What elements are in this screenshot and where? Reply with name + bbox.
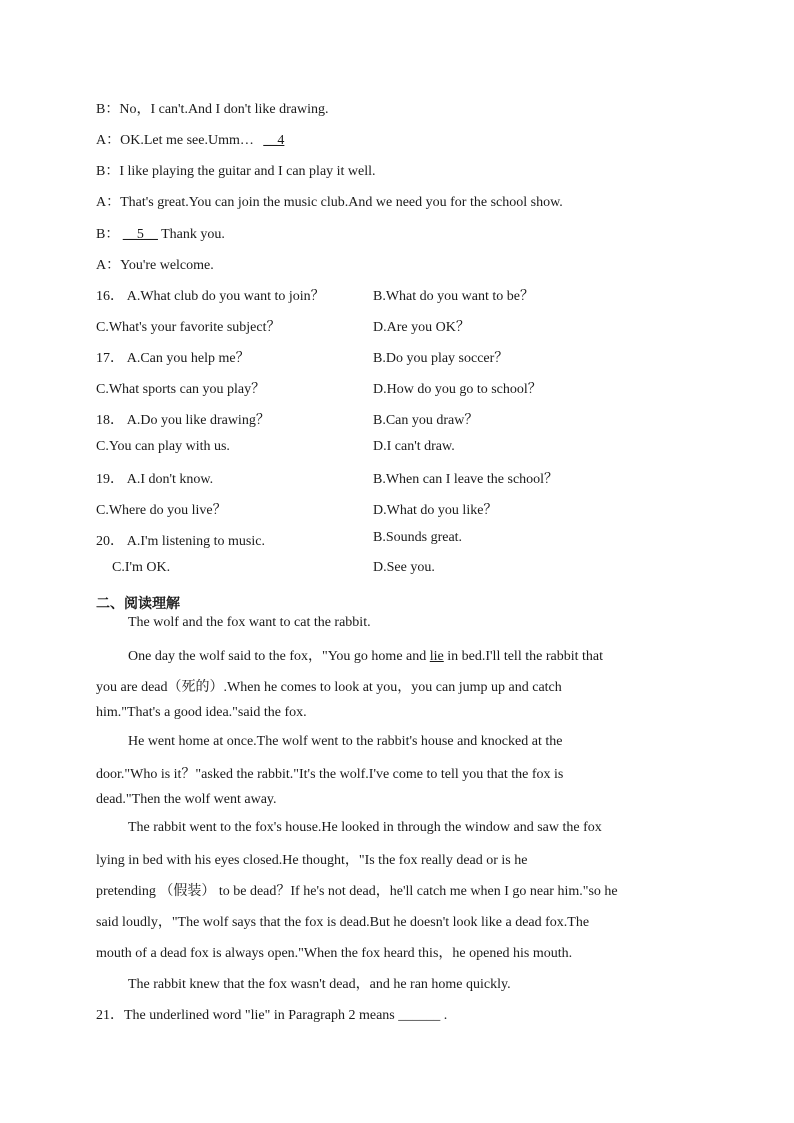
passage-text: in bed.I'll tell the rabbit that	[443, 649, 603, 664]
question-17-option-c: C.What sports can you play？	[96, 382, 266, 397]
question-19-option-a	[96, 468, 213, 488]
option-text: A.I'm listening to music.	[126, 534, 265, 549]
passage-line: him."That's a good idea."said the fox.	[96, 705, 307, 720]
question-19-option-d: D.What do you like？	[373, 503, 498, 518]
question-17-option-d: D.How do you go to school？	[373, 382, 542, 397]
question-16-option-c: C.What's your favorite subject？	[96, 320, 281, 335]
question-18-option-c: C.You can play with us.	[96, 439, 230, 454]
question-number: 16．	[96, 289, 124, 304]
option-text: A.Can you help me？	[126, 351, 250, 366]
question-number: 17．	[96, 351, 124, 366]
blank-4: __4	[263, 133, 285, 148]
passage-line: said loudly，"The wolf says that the fox is dead.But he doesn't look like a dead fox.The	[96, 915, 590, 930]
question-19-option-c: C.Where do you live？	[96, 503, 227, 518]
option-text: A.What club do you want to join？	[126, 289, 325, 304]
question-17-option-a	[96, 347, 250, 367]
question-18-option-a	[96, 409, 270, 429]
question-20-option-b: B.Sounds great.	[373, 530, 463, 545]
passage-line: lying in bed with his eyes closed.He thought，"Is the fox really dead or is he	[96, 853, 528, 868]
passage-line: dead."Then the wolf went away.	[96, 792, 277, 807]
dialogue-line	[96, 129, 284, 149]
option-text: A.I don't know.	[126, 472, 214, 487]
dialogue-line: B：No，I can't.And I don't like drawing.	[96, 102, 329, 117]
question-16-option-d: D.Are you OK？	[373, 320, 470, 335]
option-text: A.Do you like drawing？	[126, 413, 270, 428]
dialogue-text: A：OK.Let me see.Umm…	[96, 133, 254, 148]
question-20-option-a	[96, 530, 265, 550]
passage-line	[128, 645, 603, 665]
dialogue-line: A：That's great.You can join the music club.And we need you for the school show.	[96, 195, 563, 210]
question-17-option-b: B.Do you play soccer？	[373, 351, 509, 366]
question-19-option-b: B.When can I leave the school？	[373, 472, 559, 487]
question-number: 18．	[96, 413, 124, 428]
question-20-option-d: D.See you.	[373, 560, 435, 575]
section-heading: 二、阅读理解	[96, 596, 180, 612]
passage-line: pretending （假装） to be dead？If he's not dead，he'll catch me when I go near him."so he	[96, 884, 618, 899]
underlined-word-lie: lie	[429, 649, 444, 664]
question-number: 20．	[96, 534, 124, 549]
question-number: 19．	[96, 472, 124, 487]
passage-line: door."Who is it？"asked the rabbit."It's the wolf.I've come to tell you that the fox is	[96, 767, 564, 782]
dialogue-line	[96, 223, 225, 243]
passage-line: you are dead（死的）.When he comes to look at you，you can jump up and catch	[96, 680, 562, 695]
dialogue-line: A：You're welcome.	[96, 258, 214, 273]
blank-5: __5__	[122, 227, 158, 242]
question-18-option-b: B.Can you draw？	[373, 413, 479, 428]
dialogue-text: B：	[96, 227, 120, 242]
question-20-option-c: C.I'm OK.	[112, 560, 171, 575]
passage-title: The wolf and the fox want to cat the rabbit.	[128, 615, 371, 630]
question-18-option-d: D.I can't draw.	[373, 439, 455, 454]
question-16-option-b: B.What do you want to be？	[373, 289, 534, 304]
passage-line: mouth of a dead fox is always open."When the fox heard this，he opened his mouth.	[96, 946, 573, 961]
dialogue-line: B：I like playing the guitar and I can play it well.	[96, 164, 376, 179]
passage-text: One day the wolf said to the fox，"You go home and	[128, 649, 430, 664]
passage-line: He went home at once.The wolf went to the rabbit's house and knocked at the	[128, 734, 563, 749]
question-16-option-a	[96, 285, 325, 305]
passage-line: The rabbit went to the fox's house.He looked in through the window and saw the fox	[128, 820, 602, 835]
passage-line: The rabbit knew that the fox wasn't dead，and he ran home quickly.	[128, 977, 511, 992]
question-21: 21．The underlined word "lie" in Paragraph 2 means ______ .	[96, 1008, 448, 1023]
dialogue-text: Thank you.	[161, 227, 225, 242]
